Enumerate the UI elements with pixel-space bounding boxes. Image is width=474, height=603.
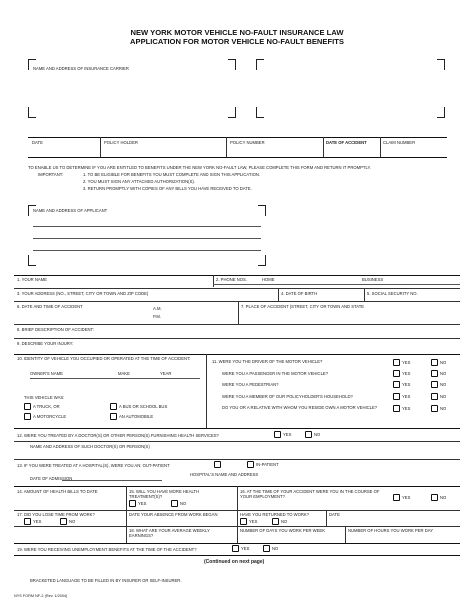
pedestrian-yes-label: YES: [402, 382, 411, 387]
relative-no-label: NO: [440, 406, 447, 411]
lose-time-yes-checkbox[interactable]: [24, 518, 31, 525]
driver-no-checkbox[interactable]: [431, 359, 438, 366]
treatment-yes-label: YES: [138, 501, 147, 506]
passenger-yes-checkbox[interactable]: [393, 370, 400, 377]
hours-per-day-label: NUMBER OF HOURS YOU WORK PER DAY: [348, 528, 433, 533]
out-patient-checkbox[interactable]: [214, 461, 221, 468]
motorcycle-checkbox[interactable]: [24, 413, 31, 420]
phone-business-label: BUSINESS: [362, 277, 384, 282]
lose-time-no-checkbox[interactable]: [60, 518, 67, 525]
field-12-treated: 12. WERE YOU TREATED BY A DOCTOR(S) OR OTHER PERSON(S) FURNISHING HEALTH SERVICES?: [17, 433, 219, 438]
admission-line[interactable]: [62, 480, 162, 481]
row-10-border: [14, 354, 460, 355]
pedestrian-no-checkbox[interactable]: [431, 381, 438, 388]
applicant-box-corner-bl: [28, 255, 36, 266]
field-5-ssn: 5. SOCIAL SECURITY NO.: [367, 291, 418, 296]
field-14-amount: 14. AMOUNT OF HEALTH BILLS TO DATE: [17, 489, 98, 494]
applicant-box-label: NAME AND ADDRESS OF APPLICANT: [33, 208, 108, 213]
field-7-place: 7. PLACE OF ACCIDENT (STREET, CITY OR TOWN AND STATE: [241, 304, 365, 309]
returned-yes-label: YES: [249, 519, 258, 524]
policy-divider-4: [380, 137, 381, 157]
pm-label: P.M.: [153, 314, 162, 319]
date-admission-label: DATE OF ADMISSION: [30, 476, 73, 481]
employment-yes-checkbox[interactable]: [393, 494, 400, 501]
in-patient-label: IN-PATIENT: [256, 462, 279, 467]
field-15-treatment: 15. WILL YOU HAVE MORE HEALTH TREATMENT(S)?: [129, 489, 200, 499]
owner-line[interactable]: [30, 378, 200, 379]
treatment-yes-checkbox[interactable]: [129, 500, 136, 507]
row-13-border: [14, 459, 460, 460]
relative-yes-checkbox[interactable]: [393, 405, 400, 412]
row3-divider-2: [364, 288, 365, 301]
right-box-corner-tl: [256, 59, 264, 70]
policy-number-label: POLICY NUMBER: [230, 140, 265, 145]
field-13-hospital: 13. IF YOU WERE TREATED AT A HOSPITAL(S), WERE YOU AN: OUT-PATIENT: [17, 463, 170, 468]
row-12b-border: [14, 441, 460, 442]
form-id: NYS FORM NF-2 (Rev. 1/2004): [14, 594, 68, 598]
days-per-week-label: NUMBER OF DAYS YOU WORK PER WEEK: [240, 528, 326, 533]
policy-divider-1: [100, 137, 101, 157]
driver-no-label: NO: [440, 360, 447, 365]
bus-label: A BUS OR SCHOOL BUS: [119, 404, 168, 409]
row17-divider: [326, 510, 327, 526]
am-label: A.M.: [153, 306, 162, 311]
employment-yes-label: YES: [402, 495, 411, 500]
row-18-border: [14, 526, 460, 527]
row6-divider: [238, 301, 239, 324]
treatment-no-label: NO: [180, 501, 187, 506]
row-19-border: [14, 543, 460, 544]
unemployment-yes-label: YES: [241, 546, 250, 551]
carrier-box-corner-br: [228, 107, 236, 118]
field-3-address: 3. YOUR ADDRESS (NO., STREET, CITY OR TOWN AND ZIP CODE): [17, 291, 149, 296]
returned-work-label: HAVE YOU RETURNED TO WORK?: [240, 512, 310, 517]
policy-divider-2: [226, 137, 227, 157]
make-label: MAKE: [118, 371, 130, 376]
year-label: YEAR: [160, 371, 172, 376]
passenger-no-checkbox[interactable]: [431, 370, 438, 377]
row14-divider-1: [126, 486, 127, 543]
right-box-corner-br: [437, 107, 445, 118]
field-16-employment: 16. AT THE TIME OF YOUR ACCIDENT WERE YOU IN THE COURSE OF YOUR EMPLOYMENT?: [240, 489, 380, 499]
field-10-vehicle: 10. IDENTITY OF VEHICLE YOU OCCUPIED OR OPERATED AT THE TIME OF ACCIDENT:: [17, 356, 191, 361]
continued-note: (Continued on next page): [204, 559, 265, 565]
policy-holder-label: POLICY HOLDER: [104, 140, 138, 145]
treated-yes-checkbox[interactable]: [274, 431, 281, 438]
lose-time-no-label: NO: [69, 519, 76, 524]
policy-date-label: DATE: [32, 140, 43, 145]
automobile-label: AN AUTOMOBILE: [119, 414, 154, 419]
owners-name-label: OWNER'S NAME: [30, 371, 63, 376]
instructions-item-1: 1. TO BE ELIGIBLE FOR BENEFITS YOU MUST COMPLETE AND SIGN THIS APPLICATION.: [83, 172, 261, 177]
claim-number-label: CLAIM NUMBER: [383, 140, 416, 145]
field-8-description: 8. BRIEF DESCRIPTION OF ACCIDENT:: [17, 327, 94, 332]
q-pedestrian: WERE YOU A PEDESTRIAN?: [222, 382, 279, 387]
passenger-no-label: NO: [440, 371, 447, 376]
field-2-phone: 2. PHONE NOS.: [216, 277, 247, 282]
truck-checkbox[interactable]: [24, 403, 31, 410]
row-12-border: [14, 428, 460, 429]
carrier-box-label: NAME AND ADDRESS OF INSURANCE CARRIER: [33, 66, 129, 71]
q-household: WERE YOU A MEMBER OF OUR POLICYHOLDER'S HOUSEHOLD?: [222, 394, 353, 399]
form-title-line1: NEW YORK MOTOR VEHICLE NO-FAULT INSURANCE LAW: [130, 28, 344, 37]
pedestrian-yes-checkbox[interactable]: [393, 381, 400, 388]
field-18-earnings: 18. WHAT ARE YOUR AVERAGE WEEKLY EARNINGS?: [129, 528, 210, 538]
lose-time-yes-label: YES: [33, 519, 42, 524]
row3-divider-1: [278, 288, 279, 301]
driver-yes-label: YES: [402, 360, 411, 365]
field-11-driver: 11. WERE YOU THE DRIVER OF THE MOTOR VEHICLE?: [212, 359, 323, 364]
truck-label: A TRUCK, OR: [33, 404, 60, 409]
instructions-intro: TO ENABLE US TO DETERMINE IF YOU ARE ENTITLED TO BENEFITS UNDER THE NEW YORK NO-FAULT LAW, PLEASE COMPLETE THIS FORM AND RETURN IT PROMPTLY.: [28, 165, 371, 170]
returned-no-checkbox[interactable]: [272, 518, 279, 525]
in-patient-checkbox[interactable]: [247, 461, 254, 468]
instructions-item-3: 3. RETURN PROMPTLY WITH COPIES OF ANY BILLS YOU HAVE RECEIVED TO DATE.: [83, 186, 252, 191]
applicant-line-3[interactable]: [33, 250, 261, 251]
driver-yes-checkbox[interactable]: [393, 359, 400, 366]
household-yes-checkbox[interactable]: [393, 393, 400, 400]
form-title-line2: APPLICATION FOR MOTOR VEHICLE NO-FAULT BENEFITS: [130, 37, 344, 46]
returned-no-label: NO: [281, 519, 288, 524]
unemployment-no-label: NO: [272, 546, 279, 551]
bracketed-note: BRACKETED LANGUAGE TO BE FILLED IN BY INSURER OR SELF-INSURER.: [30, 578, 182, 583]
phone-home-label: HOME: [262, 277, 275, 282]
row18-divider: [345, 526, 346, 543]
carrier-box-corner-bl: [28, 107, 36, 118]
row-17-border: [14, 510, 460, 511]
treated-yes-label: YES: [283, 432, 292, 437]
row14-divider-2: [237, 486, 238, 543]
instructions-item-2: 2. YOU MUST SIGN ANY ATTACHED AUTHORIZATION(S).: [83, 179, 195, 184]
work-began-label: DATE YOUR ABSENCE FROM WORK BEGAN: [129, 512, 218, 517]
policy-divider-3: [323, 137, 324, 157]
applicant-box-corner-tr: [258, 205, 266, 216]
row-8-border: [14, 324, 460, 325]
pedestrian-no-label: NO: [440, 382, 447, 387]
row-19-bottom-border: [14, 555, 460, 556]
field-17-lose-time: 17. DID YOU LOSE TIME FROM WORK?: [17, 512, 95, 517]
phone-line: [213, 284, 460, 285]
applicant-line-1[interactable]: [33, 226, 261, 227]
employment-no-label: NO: [440, 495, 447, 500]
unemployment-no-checkbox[interactable]: [263, 545, 270, 552]
policy-row-bottom-border: [28, 157, 447, 158]
q-passenger: WERE YOU A PASSENGER IN THE MOTOR VEHICLE?: [222, 371, 329, 376]
field-9-injury: 9. DESCRIBE YOUR INJURY:: [17, 341, 74, 346]
row-9-border: [14, 338, 460, 339]
doctor-address-label: NAME AND ADDRESS OF SUCH DOCTOR(S) OR PERSON(S): [30, 444, 150, 449]
vehicle-was-label: THIS VEHICLE WAS:: [24, 395, 65, 400]
q-relative: DO YOU OR A RELATIVE WITH WHOM YOU RESIDE OWN A MOTOR VEHICLE?: [222, 405, 378, 410]
passenger-yes-label: YES: [402, 371, 411, 376]
row10-divider: [206, 354, 207, 428]
row-1-top-border: [14, 275, 460, 276]
field-1-your-name: 1. YOUR NAME: [17, 277, 47, 282]
bus-checkbox[interactable]: [110, 403, 117, 410]
applicant-line-2[interactable]: [33, 238, 261, 239]
instructions-important: IMPORTANT:: [38, 172, 63, 177]
treated-no-checkbox[interactable]: [305, 431, 312, 438]
household-yes-label: YES: [402, 394, 411, 399]
row1-divider: [213, 275, 214, 287]
treated-no-label: NO: [314, 432, 321, 437]
carrier-box-corner-tr: [228, 59, 236, 70]
employment-no-checkbox[interactable]: [431, 494, 438, 501]
applicant-box-corner-br: [258, 255, 266, 266]
automobile-checkbox[interactable]: [110, 413, 117, 420]
date-of-accident-label: DATE OF ACCIDENT: [326, 140, 367, 145]
policy-row-top-border: [28, 137, 447, 138]
returned-yes-checkbox[interactable]: [240, 518, 247, 525]
unemployment-yes-checkbox[interactable]: [232, 545, 239, 552]
return-date-label: DATE: [329, 512, 340, 517]
household-no-label: NO: [440, 394, 447, 399]
treatment-no-checkbox[interactable]: [171, 500, 178, 507]
field-4-dob: 4. DATE OF BIRTH: [281, 291, 318, 296]
right-box-corner-bl: [256, 107, 264, 118]
relative-yes-label: YES: [402, 406, 411, 411]
right-box-corner-tr: [437, 59, 445, 70]
field-6-date-time: 6. DATE AND TIME OF ACCIDENT: [17, 304, 83, 309]
row-3-border: [14, 288, 460, 289]
field-19-unemployment: 19. WERE YOU RECEIVING UNEMPLOYMENT BENEFITS AT THE TIME OF THE ACCIDENT?: [17, 547, 197, 552]
household-no-checkbox[interactable]: [431, 393, 438, 400]
relative-no-checkbox[interactable]: [431, 405, 438, 412]
motorcycle-label: A MOTORCYCLE: [33, 414, 67, 419]
row-6-border: [14, 301, 460, 302]
hospital-name-label: HOSPITAL'S NAME AND ADDRESS: [190, 472, 259, 477]
